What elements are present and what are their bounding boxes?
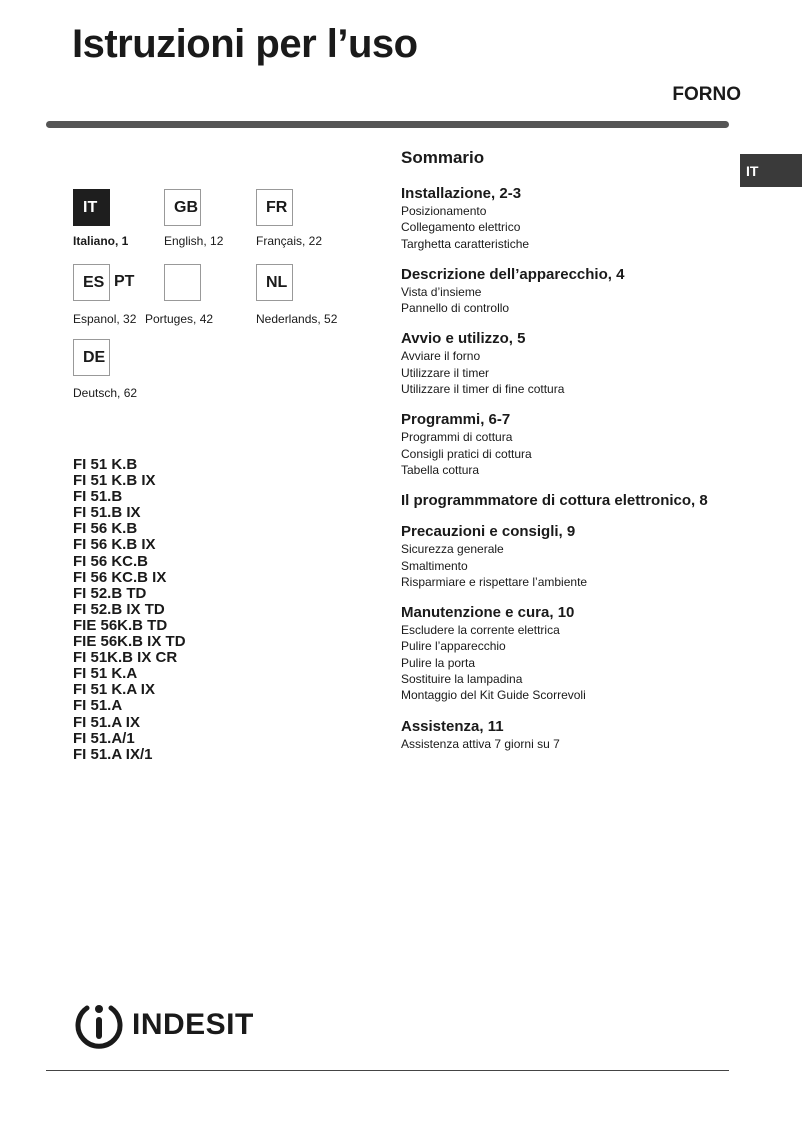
toc-section bbox=[401, 604, 741, 703]
model-item: FI 51.A/1 bbox=[73, 729, 135, 747]
lang-label-pt[interactable]: Portuges, 42 bbox=[145, 312, 214, 326]
indesit-logo bbox=[72, 1000, 254, 1050]
toc-item[interactable]: Consigli pratici di cottura bbox=[401, 446, 532, 461]
toc-item[interactable]: Targhetta caratteristiche bbox=[401, 236, 530, 251]
model-item: FI 51 K.B bbox=[73, 456, 138, 473]
toc-item[interactable]: Avviare il forno bbox=[401, 349, 481, 364]
model-item: FI 56 KC.B bbox=[73, 552, 149, 570]
lang-box-es[interactable]: ES bbox=[73, 264, 110, 301]
toc-heading[interactable]: Programmi, 6-7 bbox=[401, 411, 511, 429]
toc-item[interactable]: Smaltimento bbox=[401, 558, 468, 573]
product-type: FORNO bbox=[672, 84, 741, 105]
header-divider bbox=[46, 121, 729, 128]
toc-item[interactable]: Posizionamento bbox=[401, 204, 487, 218]
model-item: FI 51.B bbox=[73, 488, 123, 506]
toc-section bbox=[401, 185, 741, 252]
model-item: FI 51 K.A bbox=[73, 665, 138, 683]
model-item: FI 51 K.B IX bbox=[73, 472, 156, 490]
toc-section bbox=[401, 330, 741, 397]
model-item: FI 51.A bbox=[73, 697, 123, 715]
model-item: FI 51.B IX bbox=[73, 504, 141, 522]
toc-section bbox=[401, 523, 741, 590]
lang-label-es[interactable]: Espanol, 32 bbox=[73, 312, 137, 326]
model-item: FI 51.A IX/1 bbox=[73, 745, 153, 763]
language-tab[interactable]: IT bbox=[740, 154, 802, 187]
lang-label-fr[interactable]: Français, 22 bbox=[256, 234, 323, 248]
toc-section bbox=[401, 718, 741, 752]
toc-heading[interactable]: Il programmmatore di cottura elettronico, 8 bbox=[401, 492, 708, 510]
toc-item[interactable]: Collegamento elettrico bbox=[401, 220, 521, 235]
lang-label-gb[interactable]: English, 12 bbox=[164, 234, 224, 248]
lang-box-nl[interactable]: NL bbox=[256, 264, 293, 301]
brand-name: INDESIT bbox=[132, 1008, 254, 1041]
lang-label-nl[interactable]: Nederlands, 52 bbox=[256, 312, 338, 326]
toc-heading[interactable]: Assistenza, 11 bbox=[401, 717, 504, 735]
lang-box-de[interactable]: DE bbox=[73, 339, 110, 376]
lang-label-it[interactable]: Italiano, 1 bbox=[73, 234, 129, 248]
toc-item[interactable]: Sostituire la lampadina bbox=[401, 672, 523, 687]
toc-section bbox=[401, 266, 741, 317]
toc-item[interactable]: Utilizzare il timer di fine cottura bbox=[401, 382, 565, 397]
toc-item[interactable]: Sicurezza generale bbox=[401, 542, 504, 557]
lang-box-gb[interactable]: GB bbox=[164, 189, 201, 226]
model-item: FI 56 KC.B IX bbox=[73, 568, 167, 586]
model-item: FI 52.B IX TD bbox=[73, 600, 165, 618]
toc-item[interactable]: Risparmiare e rispettare l’ambiente bbox=[401, 574, 588, 589]
lang-box-empty bbox=[164, 264, 201, 301]
toc-heading[interactable]: Manutenzione e cura, 10 bbox=[401, 604, 575, 622]
footer-divider bbox=[46, 1070, 729, 1071]
toc-item[interactable]: Escludere la corrente elettrica bbox=[401, 623, 560, 638]
toc-item[interactable]: Utilizzare il timer bbox=[401, 365, 490, 380]
toc-item[interactable]: Pulire l’apparecchio bbox=[401, 639, 506, 654]
power-i-icon bbox=[72, 1000, 126, 1050]
model-item: FIE 56K.B IX TD bbox=[73, 633, 186, 651]
lang-label-de[interactable]: Deutsch, 62 bbox=[73, 386, 138, 400]
toc-item[interactable]: Montaggio del Kit Guide Scorrevoli bbox=[401, 688, 586, 703]
model-item: FI 51K.B IX CR bbox=[73, 649, 178, 667]
table-of-contents bbox=[401, 148, 741, 766]
page-title: Istruzioni per l’uso bbox=[72, 22, 418, 66]
model-item: FI 52.B TD bbox=[73, 584, 147, 602]
toc-item[interactable]: Assistenza attiva 7 giorni su 7 bbox=[401, 736, 560, 751]
model-item: FI 51.A IX bbox=[73, 713, 140, 731]
lang-box-it[interactable]: IT bbox=[73, 189, 110, 226]
toc-heading[interactable]: Installazione, 2-3 bbox=[401, 185, 522, 202]
toc-section bbox=[401, 411, 741, 478]
model-item: FI 56 K.B IX bbox=[73, 536, 156, 554]
toc-item[interactable]: Pannello di controllo bbox=[401, 301, 510, 316]
model-item: FI 51 K.A IX bbox=[73, 681, 155, 699]
model-item: FI 56 K.B bbox=[73, 520, 138, 538]
toc-item[interactable]: Pulire la porta bbox=[401, 655, 476, 670]
lang-code-pt[interactable]: PT bbox=[114, 273, 135, 290]
toc-heading[interactable]: Precauzioni e consigli, 9 bbox=[401, 523, 576, 541]
toc-item[interactable]: Vista d’insieme bbox=[401, 284, 482, 299]
toc-item[interactable]: Programmi di cottura bbox=[401, 430, 513, 445]
lang-box-fr[interactable]: FR bbox=[256, 189, 293, 226]
toc-section bbox=[401, 492, 741, 509]
toc-heading[interactable]: Avvio e utilizzo, 5 bbox=[401, 330, 526, 348]
model-item: FIE 56K.B TD bbox=[73, 616, 168, 634]
toc-item[interactable]: Tabella cottura bbox=[401, 462, 480, 477]
toc-title: Sommario bbox=[401, 148, 485, 167]
model-list bbox=[73, 457, 186, 763]
toc-heading[interactable]: Descrizione dell’apparecchio, 4 bbox=[401, 265, 625, 283]
